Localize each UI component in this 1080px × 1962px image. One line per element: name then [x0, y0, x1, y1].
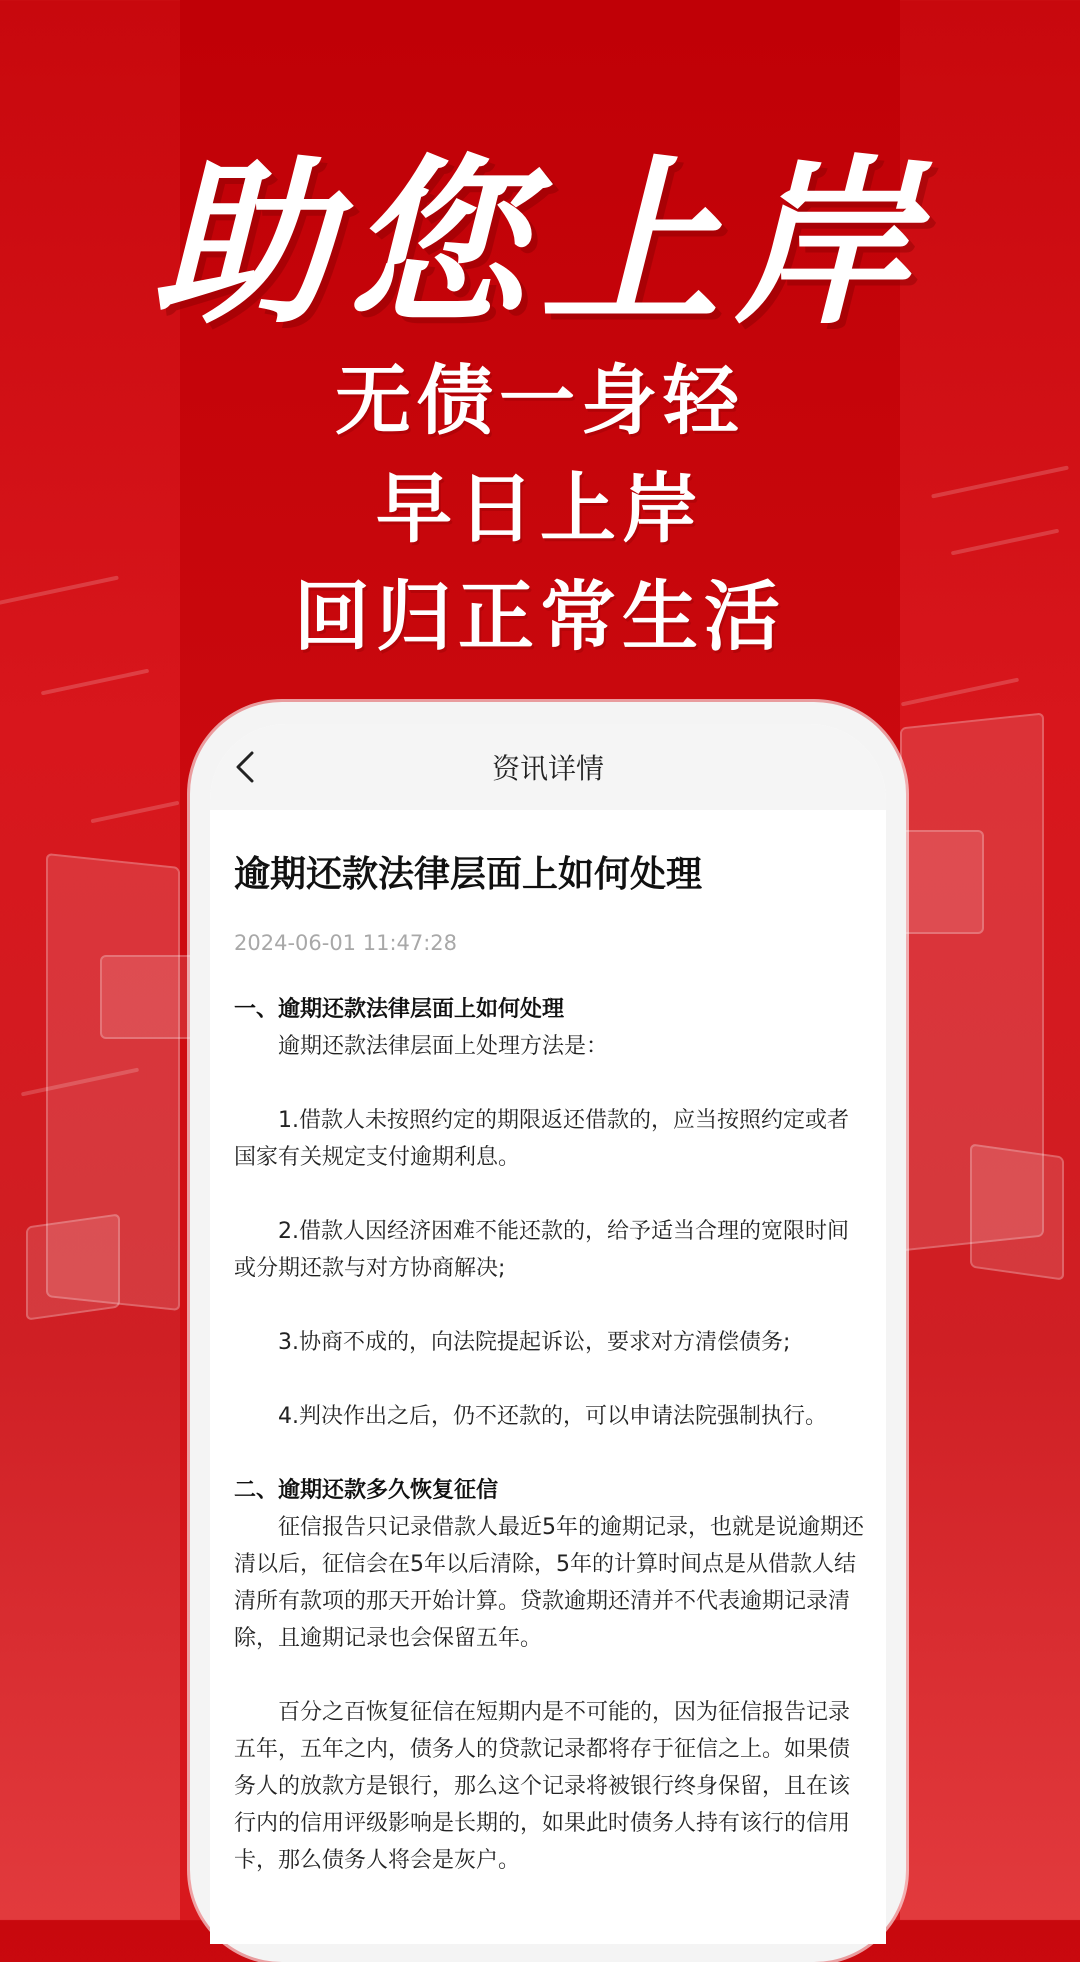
slogan-line-2: 早日上岸: [376, 464, 704, 553]
chevron-left-icon: [234, 750, 256, 784]
navbar: [210, 724, 886, 810]
article-title: 逾期还款法律层面上如何处理: [234, 854, 703, 895]
paragraph: 征信报告只记录借款人最近5年的逾期记录，也就是说逾期还清以后，征信会在5年以后清除，5年的计算时间点是从借款人结清所有款项的那天开始计算。贷款逾期还清并不代表逾期记录清除，且逾期记录也会保留五年。: [234, 1515, 864, 1651]
glass-panel: [26, 1213, 120, 1320]
glass-panel: [900, 830, 984, 934]
back-button[interactable]: [220, 742, 270, 792]
article: [234, 820, 866, 1879]
nav-title: 资讯详情: [491, 752, 604, 785]
light-streak: [91, 801, 180, 824]
paragraph: 3.协商不成的，向法院提起诉讼，要求对方清偿债务;: [278, 1330, 791, 1355]
phone-screen: [210, 724, 886, 1944]
paragraph: 逾期还款法律层面上处理方法是：: [278, 1034, 609, 1059]
glass-panel: [100, 955, 204, 1039]
section-heading: 二、逾期还款多久恢复征信: [234, 1478, 499, 1503]
article-timestamp: 2024-06-01 11:47:28: [234, 931, 458, 955]
light-streak: [901, 678, 1019, 707]
paragraph: 4.判决作出之后，仍不还款的，可以申请法院强制执行。: [278, 1404, 827, 1429]
glass-panel: [970, 1143, 1064, 1280]
paragraph: 百分之百恢复征信在短期内是不可能的，因为征信报告记录五年，五年之内，债务人的贷款记录都将存于征信之上。如果债务人的放款方是银行，那么这个记录将被银行终身保留，且在该行内的信用评级影响是长期的，如果此时债务人持有该行的信用卡，那么债务人将会是灰户。: [234, 1700, 851, 1873]
paragraph: 1.借款人未按照约定的期限返还借款的，应当按照约定或者国家有关规定支付逾期利息。: [234, 1108, 849, 1170]
slogan-line-3: 回归正常生活: [294, 572, 786, 661]
article-body: [234, 991, 866, 1879]
slogan-line-1: 无债一身轻: [335, 356, 745, 445]
section-heading: 一、逾期还款法律层面上如何处理: [234, 997, 565, 1022]
light-streak: [41, 669, 149, 696]
paragraph: 2.借款人因经济困难不能还款的，给予适当合理的宽限时间或分期还款与对方协商解决;: [234, 1219, 849, 1281]
promo-headline: 助您上岸: [151, 140, 928, 349]
